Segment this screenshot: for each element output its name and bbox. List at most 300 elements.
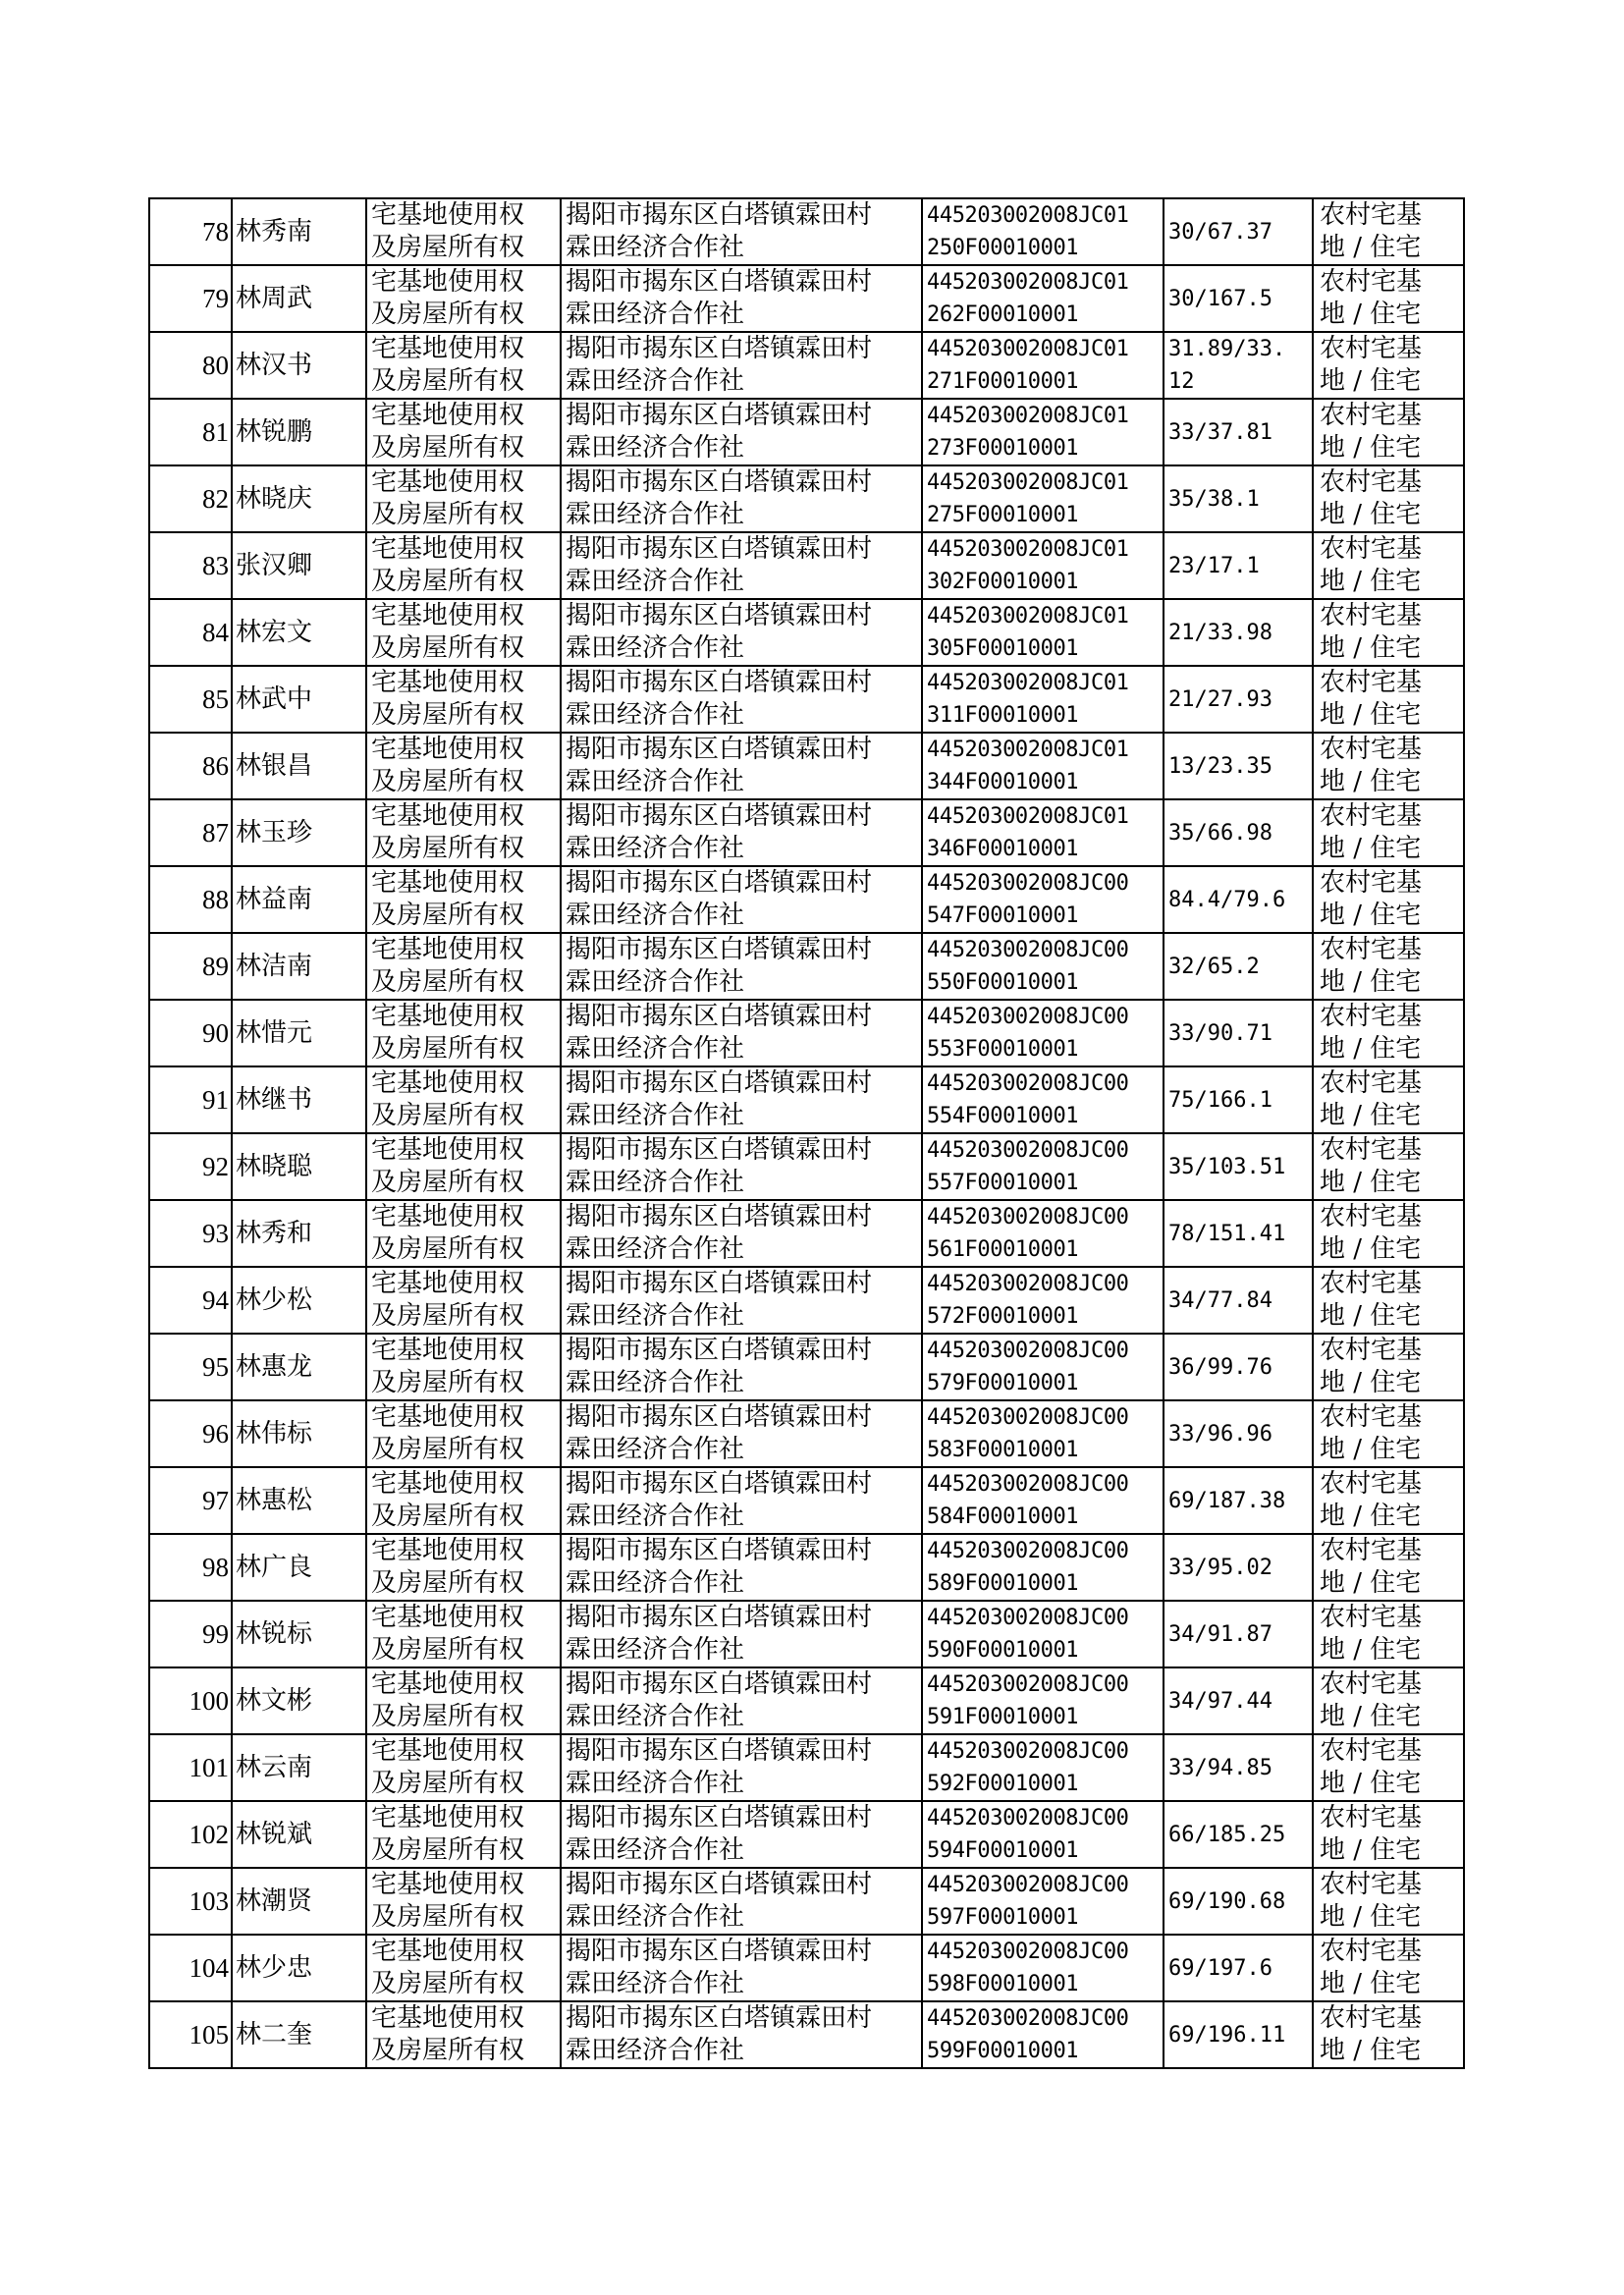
location-cell [561,1267,922,1334]
right-type-cell-line-1: 宅基地使用权 [371,668,525,697]
row-number-cell [149,866,232,933]
location-cell-line-2: 霖田经济合作社 [566,700,745,730]
location-cell [561,733,922,799]
owner-name-cell [232,1066,366,1133]
area-cell [1164,1133,1313,1200]
unit-code-cell-line-2: 250F00010001 [927,236,1079,260]
location-cell [561,1801,922,1868]
location-cell-line-1: 揭阳市揭东区白塔镇霖田村 [566,601,873,630]
usage-cell-line-2: 地 / 住宅 [1320,567,1422,596]
right-type-cell [366,399,561,465]
area-cell [1164,1267,1313,1334]
usage-cell [1313,1267,1464,1334]
location-cell-line-2: 霖田经济合作社 [566,1502,745,1531]
usage-cell-line-1: 农村宅基 [1320,1536,1423,1565]
right-type-cell-line-2: 及房屋所有权 [371,633,525,663]
right-type-cell-line-2: 及房屋所有权 [371,1769,525,1798]
right-type-cell-line-2: 及房屋所有权 [371,567,525,596]
area-cell [1164,265,1313,332]
unit-code-cell-line-1: 445203002008JC00 [927,1806,1129,1831]
right-type-cell-line-1: 宅基地使用权 [371,2003,525,2033]
location-cell-line-2: 霖田经济合作社 [566,300,745,329]
area-cell-line-1: 69/196.11 [1168,2022,1286,2048]
owner-name-cell [232,1400,366,1467]
unit-code-cell [922,933,1164,1000]
area-cell-line-1: 21/27.93 [1168,686,1272,712]
usage-cell-line-1: 农村宅基 [1320,1336,1423,1365]
right-type-cell [366,1801,561,1868]
right-type-cell-line-1: 宅基地使用权 [371,1202,525,1231]
row-number-cell-line-1: 81 [202,416,229,447]
right-type-cell-line-2: 及房屋所有权 [371,1568,525,1598]
owner-name-cell [232,2001,366,2068]
right-type-cell-line-1: 宅基地使用权 [371,534,525,564]
row-number-cell-line-1: 82 [202,483,229,514]
right-type-cell-line-2: 及房屋所有权 [371,1034,525,1064]
area-cell-line-1: 84.4/79.6 [1168,887,1286,912]
row-number-cell [149,198,232,265]
location-cell [561,1334,922,1400]
right-type-cell [366,1868,561,1935]
area-cell-line-1: 75/166.1 [1168,1087,1272,1113]
owner-name-cell [232,1133,366,1200]
location-cell [561,2001,922,2068]
right-type-cell-line-1: 宅基地使用权 [371,267,525,297]
usage-cell-line-2: 地 / 住宅 [1320,300,1422,329]
table-row [149,465,1464,532]
table-row [149,198,1464,265]
usage-cell-line-1: 农村宅基 [1320,1937,1423,1966]
unit-code-cell [922,1935,1164,2001]
unit-code-cell-line-2: 579F00010001 [927,1371,1079,1395]
row-number-cell-line-1: 96 [202,1418,229,1448]
usage-cell-line-1: 农村宅基 [1320,267,1423,297]
right-type-cell-line-1: 宅基地使用权 [371,1002,525,1031]
area-cell-line-1: 35/38.1 [1168,486,1260,512]
right-type-cell-line-2: 及房屋所有权 [371,2036,525,2065]
row-number-cell [149,1000,232,1066]
table-row [149,1667,1464,1734]
usage-cell [1313,1534,1464,1601]
right-type-cell-line-2: 及房屋所有权 [371,433,525,463]
unit-code-cell-line-2: 561F00010001 [927,1237,1079,1262]
location-cell-line-1: 揭阳市揭东区白塔镇霖田村 [566,868,873,898]
owner-name-cell [232,799,366,866]
location-cell-line-2: 霖田经济合作社 [566,1769,745,1798]
right-type-cell-line-2: 及房屋所有权 [371,1301,525,1331]
usage-cell [1313,666,1464,733]
usage-cell-line-1: 农村宅基 [1320,200,1423,230]
table-row [149,1400,1464,1467]
row-number-cell-line-1: 89 [202,951,229,981]
unit-code-cell [922,2001,1164,2068]
usage-cell-line-1: 农村宅基 [1320,334,1423,363]
location-cell-line-2: 霖田经济合作社 [566,1702,745,1731]
owner-name-cell [232,332,366,399]
right-type-cell-line-1: 宅基地使用权 [371,1803,525,1832]
right-type-cell [366,1267,561,1334]
owner-name-cell-line-1: 林锐斌 [236,1819,313,1849]
row-number-cell-line-1: 93 [202,1218,229,1248]
usage-cell-line-2: 地 / 住宅 [1320,767,1422,796]
location-cell-line-1: 揭阳市揭东区白塔镇霖田村 [566,1803,873,1832]
right-type-cell-line-2: 及房屋所有权 [371,1435,525,1464]
location-cell-line-2: 霖田经济合作社 [566,567,745,596]
usage-cell-line-2: 地 / 住宅 [1320,1101,1422,1130]
area-cell-line-1: 30/67.37 [1168,219,1272,245]
row-number-cell-line-1: 91 [202,1084,229,1115]
row-number-cell [149,1935,232,2001]
unit-code-cell-line-1: 445203002008JC00 [927,1672,1129,1697]
location-cell [561,599,922,666]
row-number-cell-line-1: 84 [202,617,229,647]
right-type-cell-line-2: 及房屋所有权 [371,1234,525,1264]
usage-cell [1313,265,1464,332]
usage-cell-line-1: 农村宅基 [1320,735,1423,764]
owner-name-cell-line-1: 林玉珍 [236,817,313,847]
location-cell [561,465,922,532]
row-number-cell [149,1534,232,1601]
usage-cell-line-2: 地 / 住宅 [1320,1769,1422,1798]
area-cell-line-1: 21/33.98 [1168,620,1272,645]
usage-cell [1313,465,1464,532]
location-cell-line-2: 霖田经济合作社 [566,1969,745,1998]
owner-name-cell [232,1801,366,1868]
location-cell-line-1: 揭阳市揭东区白塔镇霖田村 [566,1135,873,1165]
area-cell [1164,198,1313,265]
unit-code-cell-line-2: 589F00010001 [927,1571,1079,1596]
row-number-cell [149,599,232,666]
location-cell-line-2: 霖田经济合作社 [566,1301,745,1331]
unit-code-cell [922,399,1164,465]
unit-code-cell [922,1601,1164,1667]
usage-cell-line-2: 地 / 住宅 [1320,834,1422,863]
location-cell [561,666,922,733]
area-cell-line-2: 12 [1168,369,1195,394]
right-type-cell-line-1: 宅基地使用权 [371,801,525,831]
right-type-cell-line-2: 及房屋所有权 [371,1835,525,1865]
right-type-cell-line-2: 及房屋所有权 [371,1101,525,1130]
unit-code-cell-line-2: 572F00010001 [927,1304,1079,1329]
unit-code-cell [922,465,1164,532]
area-cell [1164,599,1313,666]
row-number-cell-line-1: 102 [189,1819,229,1849]
owner-name-cell [232,666,366,733]
right-type-cell [366,599,561,666]
table-row [149,1000,1464,1066]
location-cell-line-2: 霖田经济合作社 [566,233,745,262]
area-cell [1164,866,1313,933]
location-cell-line-2: 霖田经济合作社 [566,901,745,930]
location-cell [561,1935,922,2001]
unit-code-cell-line-2: 592F00010001 [927,1772,1079,1796]
unit-code-cell [922,532,1164,599]
location-cell-line-2: 霖田经济合作社 [566,1635,745,1665]
table-row [149,399,1464,465]
row-number-cell-line-1: 101 [189,1752,229,1782]
owner-name-cell-line-1: 林惠松 [236,1485,313,1515]
usage-cell [1313,1000,1464,1066]
row-number-cell [149,399,232,465]
location-cell-line-1: 揭阳市揭东区白塔镇霖田村 [566,1603,873,1632]
row-number-cell [149,1868,232,1935]
usage-cell-line-1: 农村宅基 [1320,1269,1423,1298]
right-type-cell-line-1: 宅基地使用权 [371,1402,525,1432]
right-type-cell [366,1000,561,1066]
usage-cell-line-2: 地 / 住宅 [1320,1234,1422,1264]
location-cell-line-1: 揭阳市揭东区白塔镇霖田村 [566,935,873,964]
row-number-cell-line-1: 90 [202,1017,229,1048]
usage-cell-line-1: 农村宅基 [1320,1736,1423,1766]
owner-name-cell [232,465,366,532]
right-type-cell [366,1467,561,1534]
table-row [149,1066,1464,1133]
usage-cell-line-1: 农村宅基 [1320,1603,1423,1632]
row-number-cell-line-1: 87 [202,817,229,847]
table-row [149,1601,1464,1667]
owner-name-cell-line-1: 林二奎 [236,2019,313,2049]
usage-cell-line-2: 地 / 住宅 [1320,700,1422,730]
right-type-cell [366,1133,561,1200]
location-cell [561,1400,922,1467]
area-cell [1164,1935,1313,2001]
right-type-cell-line-2: 及房屋所有权 [371,1368,525,1397]
area-cell [1164,1868,1313,1935]
row-number-cell [149,465,232,532]
right-type-cell-line-1: 宅基地使用权 [371,334,525,363]
usage-cell-line-1: 农村宅基 [1320,1135,1423,1165]
unit-code-cell [922,265,1164,332]
row-number-cell-line-1: 78 [202,216,229,246]
right-type-cell [366,733,561,799]
owner-name-cell-line-1: 林秀和 [236,1218,313,1248]
unit-code-cell [922,1534,1164,1601]
usage-cell-line-1: 农村宅基 [1320,1202,1423,1231]
owner-name-cell-line-1: 林周武 [236,283,313,313]
usage-cell-line-2: 地 / 住宅 [1320,1435,1422,1464]
unit-code-cell-line-2: 262F00010001 [927,302,1079,327]
area-cell [1164,399,1313,465]
usage-cell-line-1: 农村宅基 [1320,467,1423,497]
right-type-cell-line-1: 宅基地使用权 [371,735,525,764]
area-cell-line-1: 34/77.84 [1168,1287,1272,1313]
location-cell-line-1: 揭阳市揭东区白塔镇霖田村 [566,735,873,764]
usage-cell-line-2: 地 / 住宅 [1320,1635,1422,1665]
owner-name-cell [232,1868,366,1935]
area-cell [1164,465,1313,532]
row-number-cell [149,1200,232,1267]
unit-code-cell-line-1: 445203002008JC00 [927,1339,1129,1363]
row-number-cell [149,1267,232,1334]
area-cell-line-1: 33/96.96 [1168,1421,1272,1447]
area-cell-line-1: 36/99.76 [1168,1354,1272,1380]
table-row [149,933,1464,1000]
unit-code-cell-line-1: 445203002008JC00 [927,2006,1129,2031]
unit-code-cell-line-1: 445203002008JC01 [927,404,1129,428]
usage-cell-line-1: 农村宅基 [1320,1068,1423,1098]
location-cell [561,933,922,1000]
usage-cell-line-2: 地 / 住宅 [1320,1034,1422,1064]
owner-name-cell [232,1734,366,1801]
unit-code-cell [922,1334,1164,1400]
location-cell-line-2: 霖田经济合作社 [566,366,745,396]
location-cell [561,1467,922,1534]
table-row [149,866,1464,933]
row-number-cell [149,265,232,332]
right-type-cell-line-1: 宅基地使用权 [371,1736,525,1766]
unit-code-cell-line-1: 445203002008JC00 [927,1539,1129,1563]
location-cell-line-1: 揭阳市揭东区白塔镇霖田村 [566,1469,873,1499]
right-type-cell [366,532,561,599]
unit-code-cell-line-1: 445203002008JC00 [927,1405,1129,1430]
usage-cell [1313,1400,1464,1467]
location-cell-line-1: 揭阳市揭东区白塔镇霖田村 [566,801,873,831]
usage-cell [1313,1334,1464,1400]
location-cell-line-2: 霖田经济合作社 [566,767,745,796]
unit-code-cell-line-2: 311F00010001 [927,703,1079,728]
owner-name-cell [232,1667,366,1734]
location-cell-line-2: 霖田经济合作社 [566,633,745,663]
right-type-cell-line-2: 及房屋所有权 [371,1902,525,1932]
area-cell [1164,2001,1313,2068]
row-number-cell-line-1: 80 [202,350,229,380]
unit-code-cell-line-2: 598F00010001 [927,1972,1079,1996]
unit-code-cell-line-2: 590F00010001 [927,1638,1079,1663]
location-cell-line-1: 揭阳市揭东区白塔镇霖田村 [566,1937,873,1966]
area-cell-line-1: 78/151.41 [1168,1221,1286,1246]
location-cell [561,1601,922,1667]
location-cell-line-2: 霖田经济合作社 [566,1902,745,1932]
row-number-cell-line-1: 100 [189,1685,229,1716]
usage-cell [1313,1801,1464,1868]
area-cell [1164,332,1313,399]
unit-code-cell-line-1: 445203002008JC00 [927,1472,1129,1497]
usage-cell [1313,532,1464,599]
unit-code-cell [922,1267,1164,1334]
right-type-cell [366,332,561,399]
row-number-cell [149,332,232,399]
area-cell [1164,1734,1313,1801]
usage-cell [1313,1467,1464,1534]
area-cell-line-1: 69/187.38 [1168,1488,1286,1513]
usage-cell-line-1: 农村宅基 [1320,935,1423,964]
row-number-cell [149,1133,232,1200]
owner-name-cell [232,198,366,265]
area-cell-line-1: 35/66.98 [1168,820,1272,846]
row-number-cell-line-1: 79 [202,283,229,313]
owner-name-cell-line-1: 林伟标 [236,1418,313,1448]
usage-cell [1313,198,1464,265]
unit-code-cell [922,733,1164,799]
row-number-cell-line-1: 95 [202,1351,229,1382]
unit-code-cell-line-2: 599F00010001 [927,2039,1079,2063]
right-type-cell [366,1534,561,1601]
right-type-cell-line-2: 及房屋所有权 [371,300,525,329]
usage-cell-line-2: 地 / 住宅 [1320,1502,1422,1531]
usage-cell-line-2: 地 / 住宅 [1320,1301,1422,1331]
location-cell-line-1: 揭阳市揭东区白塔镇霖田村 [566,1202,873,1231]
right-type-cell [366,265,561,332]
owner-name-cell-line-1: 林锐鹏 [236,416,313,447]
unit-code-cell [922,1868,1164,1935]
usage-cell-line-2: 地 / 住宅 [1320,1969,1422,1998]
table-row [149,265,1464,332]
right-type-cell [366,1935,561,2001]
table-row [149,1200,1464,1267]
location-cell-line-1: 揭阳市揭东区白塔镇霖田村 [566,334,873,363]
owner-name-cell [232,532,366,599]
location-cell-line-1: 揭阳市揭东区白塔镇霖田村 [566,668,873,697]
owner-name-cell [232,933,366,1000]
row-number-cell [149,933,232,1000]
right-type-cell [366,799,561,866]
unit-code-cell-line-2: 554F00010001 [927,1104,1079,1128]
usage-cell-line-2: 地 / 住宅 [1320,1168,1422,1197]
row-number-cell-line-1: 105 [189,2019,229,2049]
area-cell [1164,933,1313,1000]
right-type-cell-line-2: 及房屋所有权 [371,1635,525,1665]
usage-cell-line-2: 地 / 住宅 [1320,1368,1422,1397]
right-type-cell [366,866,561,933]
row-number-cell-line-1: 103 [189,1885,229,1916]
unit-code-cell-line-1: 445203002008JC01 [927,470,1129,495]
unit-code-cell-line-1: 445203002008JC01 [927,738,1129,762]
table-row [149,2001,1464,2068]
location-cell-line-2: 霖田经济合作社 [566,834,745,863]
usage-cell-line-2: 地 / 住宅 [1320,1568,1422,1598]
usage-cell [1313,599,1464,666]
unit-code-cell-line-2: 547F00010001 [927,903,1079,928]
owner-name-cell [232,1267,366,1334]
location-cell-line-2: 霖田经济合作社 [566,1368,745,1397]
unit-code-cell-line-1: 445203002008JC00 [927,1940,1129,1964]
usage-cell-line-1: 农村宅基 [1320,2003,1423,2033]
right-type-cell-line-2: 及房屋所有权 [371,700,525,730]
unit-code-cell [922,1000,1164,1066]
location-cell [561,532,922,599]
table-row [149,1868,1464,1935]
owner-name-cell-line-1: 林宏文 [236,617,313,647]
unit-code-cell-line-2: 344F00010001 [927,770,1079,794]
usage-cell-line-2: 地 / 住宅 [1320,500,1422,529]
unit-code-cell-line-2: 597F00010001 [927,1905,1079,1930]
row-number-cell-line-1: 94 [202,1284,229,1315]
usage-cell-line-1: 农村宅基 [1320,668,1423,697]
owner-name-cell [232,1534,366,1601]
owner-name-cell [232,1200,366,1267]
row-number-cell-line-1: 97 [202,1485,229,1515]
owner-name-cell-line-1: 林少忠 [236,1952,313,1983]
location-cell [561,1868,922,1935]
unit-code-cell-line-2: 346F00010001 [927,837,1079,861]
unit-code-cell-line-1: 445203002008JC01 [927,337,1129,361]
owner-name-cell [232,1000,366,1066]
usage-cell-line-2: 地 / 住宅 [1320,1902,1422,1932]
row-number-cell [149,1467,232,1534]
right-type-cell-line-2: 及房屋所有权 [371,967,525,997]
location-cell-line-2: 霖田经济合作社 [566,1568,745,1598]
right-type-cell [366,465,561,532]
location-cell-line-2: 霖田经济合作社 [566,1168,745,1197]
right-type-cell-line-2: 及房屋所有权 [371,233,525,262]
area-cell [1164,1467,1313,1534]
unit-code-cell-line-1: 445203002008JC00 [927,1071,1129,1096]
usage-cell-line-2: 地 / 住宅 [1320,433,1422,463]
location-cell-line-1: 揭阳市揭东区白塔镇霖田村 [566,1669,873,1699]
unit-code-cell-line-1: 445203002008JC01 [927,270,1129,295]
unit-code-cell [922,198,1164,265]
unit-code-cell-line-1: 445203002008JC00 [927,938,1129,962]
